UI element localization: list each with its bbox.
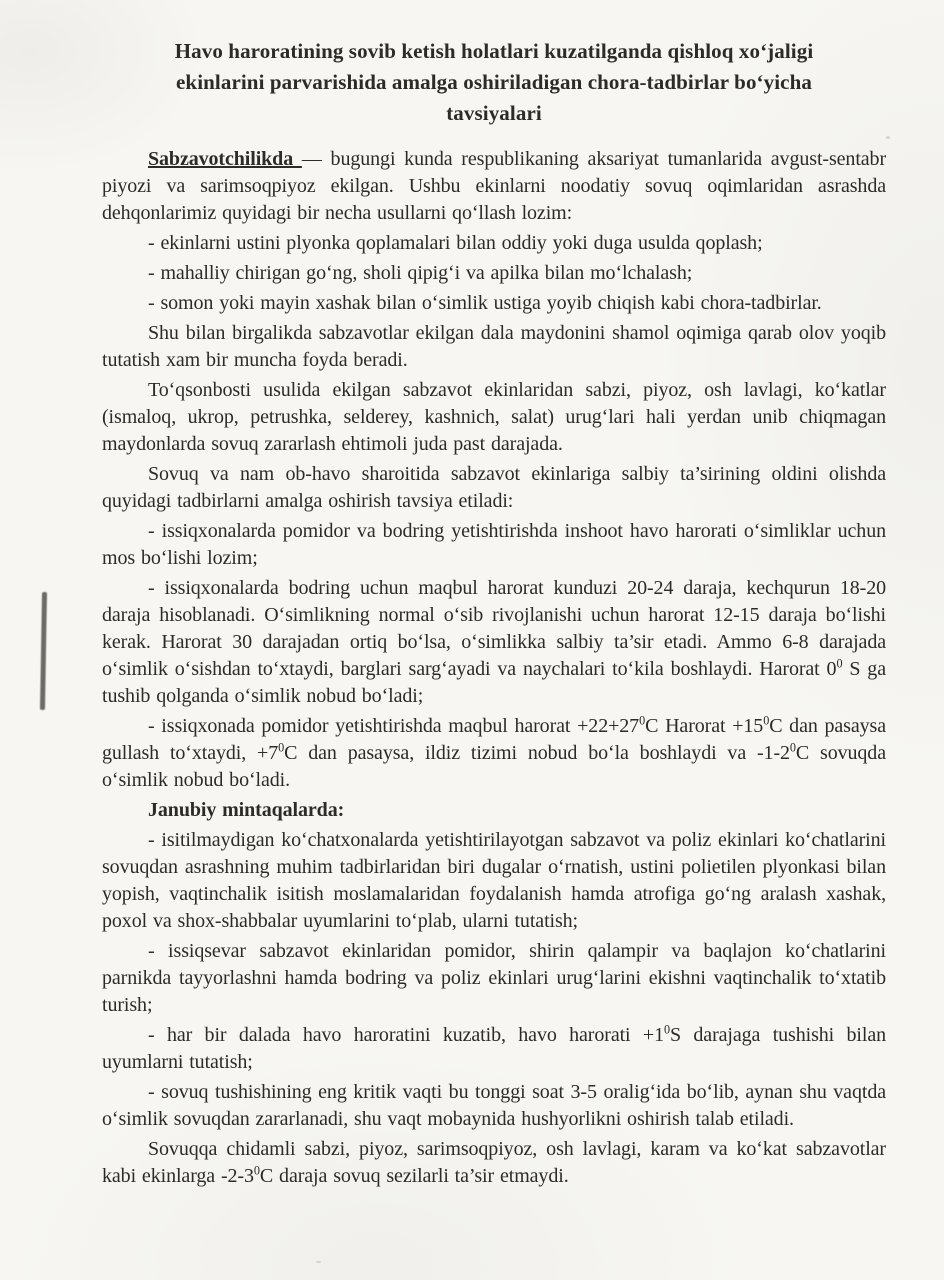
document-body (102, 146, 886, 1190)
superscript-degree: 0 (639, 713, 646, 728)
scan-artifact-speck (316, 1261, 321, 1263)
superscript-degree: 0 (253, 1163, 260, 1178)
text-run: Sovuq va nam ob-havo sharoitida sabzavot ekinlariga salbiy ta’sirining oldini olishda quyidagi tadbirlarni amalga oshirish tavsiya etiladi: (102, 463, 886, 512)
text-run: C dan pasaysa, ildiz tizimi nobud bo‘la boshlaydi va -1-2 (284, 742, 790, 764)
text-run: Sabzavotchilikda (148, 148, 302, 170)
paragraph (102, 260, 886, 287)
paragraph (102, 797, 886, 824)
text-run: - issiqxonalarda pomidor va bodring yetishtirishda inshoot havo harorati o‘simliklar uchun mos bo‘lishi lozim; (102, 520, 886, 569)
text-run: C sovuqda o‘simlik nobud bo‘ladi. (102, 742, 886, 791)
text-run: - somon yoki mayin xashak bilan o‘simlik ustiga yoyib chiqish kabi chora-tadbirlar. (148, 292, 822, 314)
title-line: Havo haroratining sovib ketish holatlari kuzatilganda qishloq xo‘jaligi (174, 39, 814, 63)
document-title (102, 36, 886, 129)
text-run: Janubiy mintaqalarda: (148, 799, 345, 821)
text-run: C daraja sovuq sezilarli ta’sir etmaydi. (259, 1165, 569, 1187)
text-run: - issiqxonalarda bodring uchun maqbul harorat kunduzi 20-24 daraja, kechqurun 18-20 daraja hisoblanadi. O‘simlikning normal o‘sib rivojlanishi uchun harorat 12-15 daraja bo‘lishi kerak. Harorat 30 darajadan ortiq bo‘lsa, o‘simlikka salbiy ta’sir etadi. Ammo 6-8 darajada o‘simlik o‘sishdan to‘xtaydi, barglari sarg‘ayadi va naychalari to‘kila boshlaydi. Harorat 0 (102, 577, 886, 680)
text-run: - issiqxonada pomidor yetishtirishda maqbul harorat +22+27 (148, 715, 640, 737)
paragraph (102, 290, 886, 317)
text-run: Shu bilan birgalikda sabzavotlar ekilgan dala maydonini shamol oqimiga qarab olov yoqib tutatish xam bir muncha foyda beradi. (102, 322, 886, 371)
superscript-degree: 0 (763, 713, 770, 728)
text-run: - issiqsevar sabzavot ekinlaridan pomidor, shirin qalampir va baqlajon ko‘chatlarini parnikda tayyorlashni hamda bodring va poliz ekinlari urug‘larini ekishni vaqtinchalik to‘xtatib turish; (102, 940, 886, 1016)
text-run: S ga tushib qolganda o‘simlik nobud bo‘ladi; (102, 658, 886, 707)
text-run: C dan pasaysa gullash to‘xtaydi, +7 (102, 715, 886, 764)
paragraph (102, 146, 886, 227)
paragraph (102, 827, 886, 935)
paragraph (102, 518, 886, 572)
scan-artifact-speck (886, 136, 890, 139)
text-run: C Harorat +15 (645, 715, 764, 737)
paragraph (102, 1022, 886, 1076)
superscript-degree: 0 (789, 740, 796, 755)
text-run: - har bir dalada havo haroratini kuzatib, havo harorati +1 (148, 1024, 664, 1046)
text-run: To‘qsonbosti usulida ekilgan sabzavot ekinlaridan sabzi, piyoz, osh lavlagi, ko‘katlar (ismaloq, ukrop, petrushka, selderey, kashnich, salat) urug‘lari hali yerdan unib chiqmagan maydonlarda sovuq zararlash ehtimoli juda past darajada. (102, 379, 886, 455)
scan-artifact-streak (40, 592, 47, 710)
superscript-degree: 0 (836, 656, 843, 671)
text-run: - isitilmaydigan ko‘chatxonalarda yetishtirilayotgan sabzavot va poliz ekinlari ko‘chatlarini sovuqdan asrashning muhim tadbirlaridan biri dugalar o‘rnatish, ustini polietilen plyonkasi bilan yopish, vaqtinchalik isitish moslamalaridan foydalanish hamda atrofiga go‘ng aralash xashak, poxol va shox-shabbalar uyumlarini to‘plab, ularni tutatish; (102, 829, 886, 932)
paragraph (102, 575, 886, 710)
paragraph (102, 377, 886, 458)
paragraph (102, 320, 886, 374)
paragraph (102, 461, 886, 515)
title-line: tavsiyalari (446, 101, 542, 125)
text-run: S darajaga tushishi bilan uyumlarni tutatish; (102, 1024, 887, 1073)
paragraph (102, 230, 886, 257)
text-run: - ekinlarni ustini plyonka qoplamalari bilan oddiy yoki duga usulda qoplash; (148, 232, 763, 254)
superscript-degree: 0 (278, 740, 285, 755)
text-run: - sovuq tushishining eng kritik vaqti bu tonggi soat 3-5 oralig‘ida bo‘lib, aynan shu vaqtda o‘simlik sovuqdan zararlanadi, shu vaqt mobaynida hushyorlikni oshirish talab etiladi. (102, 1081, 886, 1130)
text-run: — bugungi kunda respublikaning aksariyat tumanlarida avgust-sentabr piyozi va sarimsoqpiyoz ekilgan. Ushbu ekinlarni noodatiy sovuq oqimlaridan asrashda dehqonlarimiz quyidagi bir necha usullarni qo‘llash lozim: (102, 148, 887, 224)
text-run: Sovuqqa chidamli sabzi, piyoz, sarimsoqpiyoz, osh lavlagi, karam va ko‘kat sabzavotlar kabi ekinlarga -2-3 (102, 1138, 886, 1187)
text-run: - mahalliy chirigan go‘ng, sholi qipig‘i va apilka bilan mo‘lchalash; (148, 262, 693, 284)
title-line: ekinlarini parvarishida amalga oshiriladigan chora-tadbirlar bo‘yicha (176, 70, 812, 94)
paragraph (102, 1136, 886, 1190)
paragraph (102, 713, 886, 794)
superscript-degree: 0 (663, 1022, 670, 1037)
paragraph (102, 938, 886, 1019)
paragraph (102, 1079, 886, 1133)
